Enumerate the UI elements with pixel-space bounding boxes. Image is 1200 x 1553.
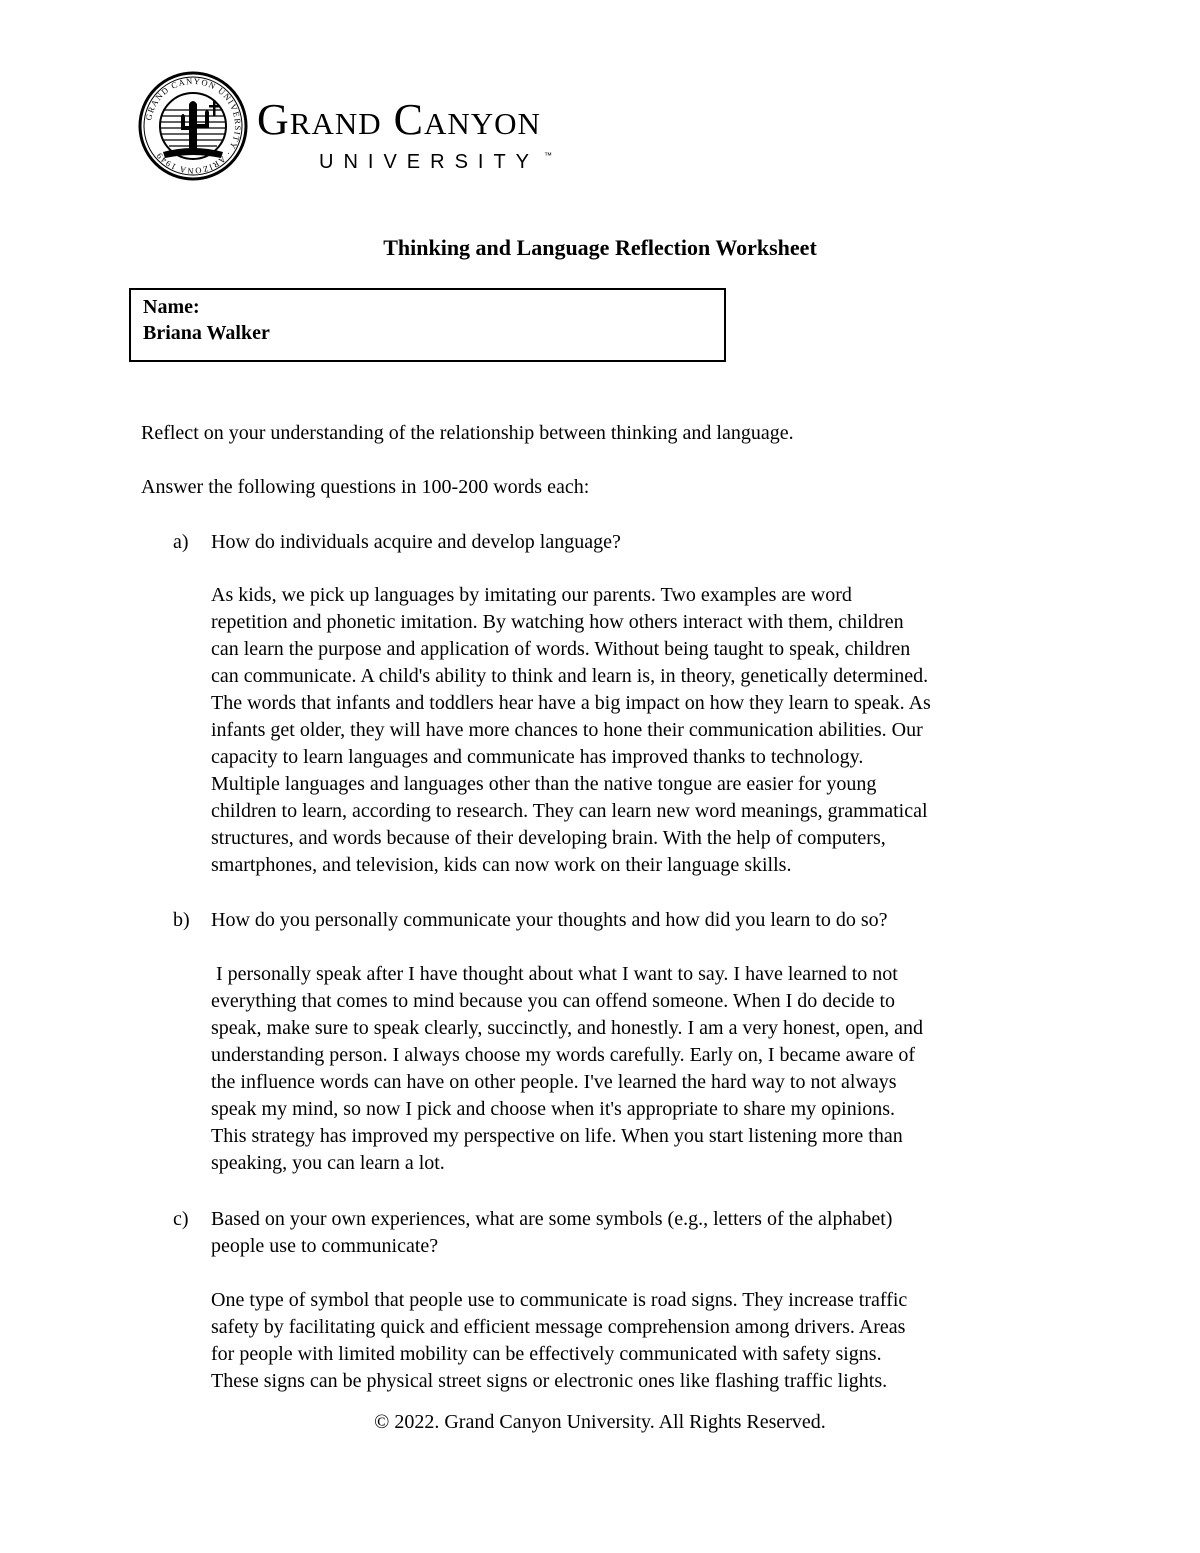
question-b-text: How do you personally communicate your thoughts and how did you learn to do so? xyxy=(211,909,888,931)
answer-line: As kids, we pick up languages by imitating our parents. Two examples are word xyxy=(211,584,852,606)
answer-line: Multiple languages and languages other than the native tongue are easier for young xyxy=(211,773,877,795)
answer-line: speak, make sure to speak clearly, succinctly, and honestly. I am a very honest, open, and xyxy=(211,1017,923,1039)
answer-line: One type of symbol that people use to communicate is road signs. They increase traffic xyxy=(211,1289,908,1311)
question-b-marker: b) xyxy=(173,909,190,931)
name-label: Name: xyxy=(143,296,200,318)
answer-line: structures, and words because of their developing brain. With the help of computers, xyxy=(211,827,886,849)
university-seal-icon xyxy=(137,70,249,182)
answer-b xyxy=(211,961,1071,1177)
svg-text:GRAND CANYON UNIVERSITY · ARIZ: GRAND CANYON UNIVERSITY · ARIZONA 1949 xyxy=(143,75,244,177)
answer-line: This strategy has improved my perspective on life. When you start listening more than xyxy=(211,1125,903,1147)
intro-text: Reflect on your understanding of the relationship between thinking and language. xyxy=(141,422,794,444)
question-line: Based on your own experiences, what are some symbols (e.g., letters of the alphabet) xyxy=(211,1208,893,1230)
answer-line: The words that infants and toddlers hear have a big impact on how they learn to speak. As xyxy=(211,692,931,714)
question-c-marker: c) xyxy=(173,1208,189,1230)
answer-line: I personally speak after I have thought about what I want to say. I have learned to not xyxy=(211,963,898,985)
answer-line: everything that comes to mind because you can offend someone. When I do decide to xyxy=(211,990,896,1012)
answer-line: can communicate. A child's ability to think and learn is, in theory, genetically determined. xyxy=(211,665,929,687)
copyright-footer: © 2022. Grand Canyon University. All Rights Reserved. xyxy=(374,1411,826,1433)
logo-name-line1: Grand Canyon xyxy=(257,95,541,144)
document-title: Thinking and Language Reflection Worksheet xyxy=(383,235,817,260)
answer-line: children to learn, according to research. They can learn new word meanings, grammatical xyxy=(211,800,928,822)
question-line: people use to communicate? xyxy=(211,1235,439,1257)
answer-a xyxy=(211,582,1071,879)
answer-line: understanding person. I always choose my words carefully. Early on, I became aware of xyxy=(211,1044,916,1066)
answer-line: smartphones, and television, kids can now work on their language skills. xyxy=(211,854,792,876)
answer-line: These signs can be physical street signs or electronic ones like flashing traffic lights. xyxy=(211,1370,888,1392)
answer-c xyxy=(211,1287,1071,1395)
question-c-text xyxy=(211,1206,1071,1260)
instructions-text: Answer the following questions in 100-200 words each: xyxy=(141,476,590,498)
answer-line: infants get older, they will have more chances to hone their communication abilities. Our xyxy=(211,719,923,741)
logo-name-line2: UNIVERSITY xyxy=(319,151,540,173)
name-value: Briana Walker xyxy=(143,322,270,344)
answer-line: safety by facilitating quick and efficient message comprehension among drivers. Areas xyxy=(211,1316,906,1338)
answer-line: can learn the purpose and application of words. Without being taught to speak, children xyxy=(211,638,911,660)
answer-line: repetition and phonetic imitation. By watching how others interact with them, children xyxy=(211,611,904,633)
answer-line: the influence words can have on other people. I've learned the hard way to not always xyxy=(211,1071,897,1093)
answer-line: for people with limited mobility can be effectively communicated with safety signs. xyxy=(211,1343,882,1365)
answer-line: speak my mind, so now I pick and choose when it's appropriate to share my opinions. xyxy=(211,1098,896,1120)
name-box xyxy=(129,288,726,362)
question-a-text: How do individuals acquire and develop language? xyxy=(211,531,621,553)
question-a-marker: a) xyxy=(173,531,189,553)
answer-line: speaking, you can learn a lot. xyxy=(211,1152,445,1174)
answer-line: capacity to learn languages and communicate has improved thanks to technology. xyxy=(211,746,864,768)
logo-trademark: ™ xyxy=(544,151,552,160)
university-logo xyxy=(137,70,627,182)
